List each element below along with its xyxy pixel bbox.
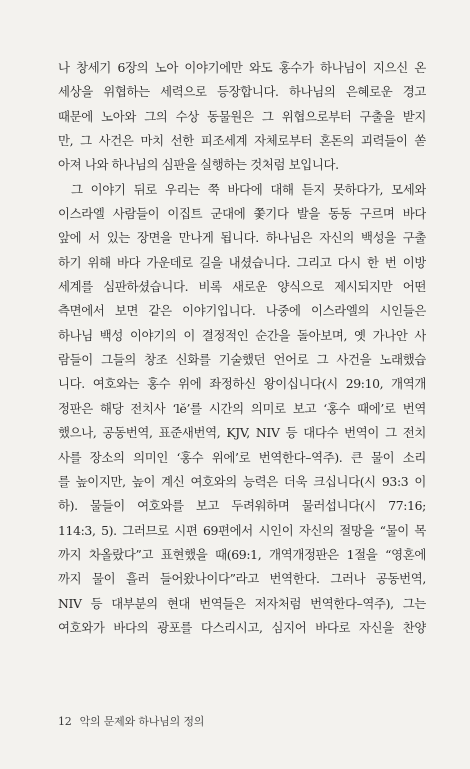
text-line: 이스라엘 사람들이 이집트 군대에 쫓기다 발을 동동 구르며 바다 [58,206,426,222]
text-line: 했으나, 공동번역, 표준새번역, KJV, NIV 등 대다수 번역이 그 전치 [58,425,426,441]
text-line: 하나님 백성 이야기의 이 결정적인 순간을 돌아보며, 옛 가나안 사 [58,327,426,343]
text-line: 아져 나와 하나님의 심판을 실행하는 것처럼 보입니다. [58,157,339,173]
text-line: 하). 물들이 여호와를 보고 두려워하며 물러섭니다(시 77:16; [58,498,426,514]
page-footer [58,713,204,729]
text-line: 그 이야기 뒤로 우리는 쭉 바다에 대해 듣지 못하다가, 모세와 [71,181,426,197]
text-line: 를 높이지만, 높이 계신 여호와의 능력은 더욱 크십니다(시 93:3 이 [58,473,426,489]
text-line: NIV 등 대부분의 현대 번역들은 저자처럼 번역한다–역주), 그는 [58,595,426,611]
text-line: 앞에 서 있는 장면을 만나게 됩니다. 하나님은 자신의 백성을 구출 [58,230,426,246]
text-line: 세상을 위협하는 세력으로 등장합니다. 하나님의 은혜로운 경고 [58,84,426,100]
text-line: 람들이 그들의 창조 신화를 기술했던 언어로 그 사건을 노래했습 [58,352,426,368]
text-line: 하기 위해 바다 가운데로 길을 내셨습니다. 그리고 다시 한 번 이방 [58,254,426,270]
page-number: 12 [58,715,72,728]
text-line: 정판은 해당 전치사 ‘lĕ’를 시간의 의미로 보고 ‘홍수 때에’로 번역 [58,400,426,416]
text-line: 측면에서 보면 같은 이야기입니다. 나중에 이스라엘의 시인들은 [58,303,426,319]
text-line: 나 창세기 6장의 노아 이야기에만 와도 홍수가 하나님이 지으신 온 [58,60,426,75]
running-title: 악의 문제와 하나님의 정의 [79,715,205,728]
text-line: 만, 그 사건은 마치 선한 피조세계 자체로부터 혼돈의 괴력들이 쏟 [58,133,426,149]
text-line: 니다. 여호와는 홍수 위에 좌정하신 왕이십니다(시 29:10, 개역개 [58,376,426,392]
text-line: 세계를 심판하셨습니다. 비록 새로운 양식으로 제시되지만 어떤 [58,279,426,295]
text-line: 까지 차올랐다”고 표현했을 때(69:1, 개역개정판은 1절을 “영혼에 [58,546,426,562]
text-line: 여호와가 바다의 광포를 다스리시고, 심지어 바다로 자신을 찬양 [58,619,426,635]
text-line: 때문에 노아와 그의 수상 동물원은 그 위협으로부터 구출을 받지 [58,108,426,124]
text-line: 114:3, 5). 그러므로 시편 69편에서 시인이 자신의 절망을 “물이 목 [58,522,426,538]
text-line: 까지 물이 흘러 들어왔나이다”라고 번역한다. 그러나 공동번역, [58,571,426,587]
body-text [58,56,426,640]
text-line: 사를 장소의 의미인 ‘홍수 위에’로 번역한다–역주). 큰 물이 소리 [58,449,426,465]
